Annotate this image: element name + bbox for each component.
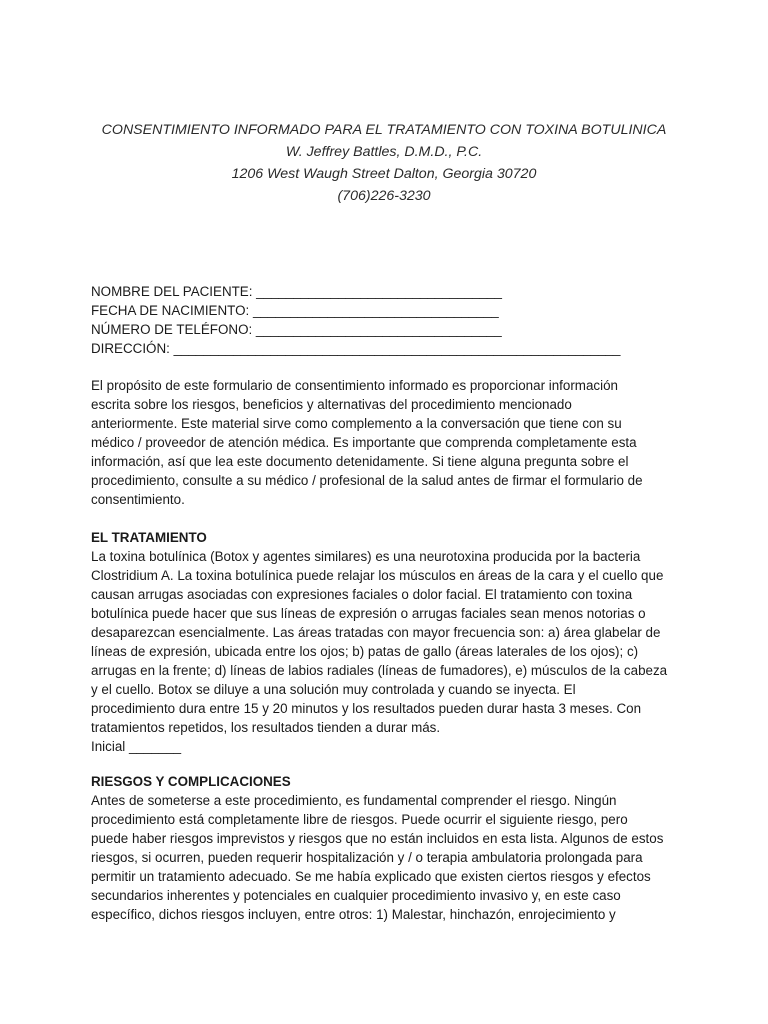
paragraph-line: Antes de someterse a este procedimiento, es fundamental comprender el riesgo. Ningún <box>91 793 617 808</box>
birth-date-field[interactable]: FECHA DE NACIMIENTO: _________________________________ <box>91 303 499 318</box>
paragraph-line: procedimiento dura entre 15 y 20 minutos y los resultados pueden durar hasta 3 meses. Con <box>91 701 642 716</box>
intro-paragraph <box>91 376 691 509</box>
paragraph-line: puede haber riesgos imprevistos y riesgos que no están incluidos en esta lista. Algunos de estos <box>91 831 664 846</box>
paragraph-line: información, así que lea este documento detenidamente. Si tiene alguna pregunta sobre el <box>91 454 629 469</box>
document-header <box>0 119 768 207</box>
initial-field[interactable]: Inicial _______ <box>91 739 182 754</box>
risks-heading: RIESGOS Y COMPLICACIONES <box>91 774 291 789</box>
phone-number-field[interactable]: NÚMERO DE TELÉFONO: _________________________________ <box>91 322 502 337</box>
patient-fields <box>91 282 620 358</box>
risks-section <box>91 772 691 924</box>
paragraph-line: causan arrugas asociadas con expresiones faciales o dolor facial. El tratamiento con toxina <box>91 587 633 602</box>
practice-address: 1206 West Waugh Street Dalton, Georgia 30720 <box>231 166 537 182</box>
practice-phone: (706)226-3230 <box>337 188 431 204</box>
paragraph-line: Clostridium A. La toxina botulínica puede relajar los músculos en áreas de la cara y el cuello que <box>91 568 664 583</box>
document-title: CONSENTIMIENTO INFORMADO PARA EL TRATAMIENTO CON TOXINA BOTULINICA <box>101 122 667 138</box>
paragraph-line: procedimiento está completamente libre de riesgos. Puede ocurrir el siguiente riesgo, pero <box>91 812 628 827</box>
patient-name-field[interactable]: NOMBRE DEL PACIENTE: _________________________________ <box>91 284 502 299</box>
paragraph-line: El propósito de este formulario de consentimiento informado es proporcionar información <box>91 378 618 393</box>
treatment-section <box>91 528 691 756</box>
paragraph-line: anteriormente. Este material sirve como complemento a la conversación que tiene con su <box>91 416 622 431</box>
paragraph-line: La toxina botulínica (Botox y agentes similares) es una neurotoxina producida por la bacteria <box>91 549 641 564</box>
paragraph-line: líneas de expresión, ubicada entre los ojos; b) patas de gallo (áreas laterales de los ojos); c) <box>91 644 639 659</box>
paragraph-line: específico, dichos riesgos incluyen, entre otros: 1) Malestar, hinchazón, enrojecimiento y <box>91 907 616 922</box>
paragraph-line: arrugas en la frente; d) líneas de labios radiales (líneas de fumadores), e) músculos de la cabeza <box>91 663 668 678</box>
paragraph-line: procedimiento, consulte a su médico / profesional de la salud antes de firmar el formulario de <box>91 473 643 488</box>
paragraph-line: médico / proveedor de atención médica. Es importante que comprenda completamente esta <box>91 435 637 450</box>
paragraph-line: permitir un tratamiento adecuado. Se me había explicado que existen ciertos riesgos y efectos <box>91 869 651 884</box>
paragraph-line: escrita sobre los riesgos, beneficios y alternativas del procedimiento mencionado <box>91 397 572 412</box>
paragraph-line: secundarios inherentes y potenciales en cualquier procedimiento invasivo y, en este caso <box>91 888 621 903</box>
doctor-name: W. Jeffrey Battles, D.M.D., P.C. <box>285 144 483 160</box>
paragraph-line: botulínica puede hacer que sus líneas de expresión o arrugas faciales sean menos notorias o <box>91 606 646 621</box>
paragraph-line: desaparezcan esencialmente. Las áreas tratadas con mayor frecuencia son: a) área glabelar de <box>91 625 661 640</box>
paragraph-line: y el cuello. Botox se diluye a una solución muy controlada y cuando se inyecta. El <box>91 682 576 697</box>
address-field[interactable]: DIRECCIÓN: ____________________________________________________________ <box>91 341 621 356</box>
paragraph-line: riesgos, si ocurren, pueden requerir hospitalización y / o terapia ambulatoria prolongada para <box>91 850 643 865</box>
treatment-heading: EL TRATAMIENTO <box>91 530 207 545</box>
paragraph-line: tratamientos repetidos, los resultados tienden a durar más. <box>91 720 441 735</box>
paragraph-line: consentimiento. <box>91 492 185 507</box>
